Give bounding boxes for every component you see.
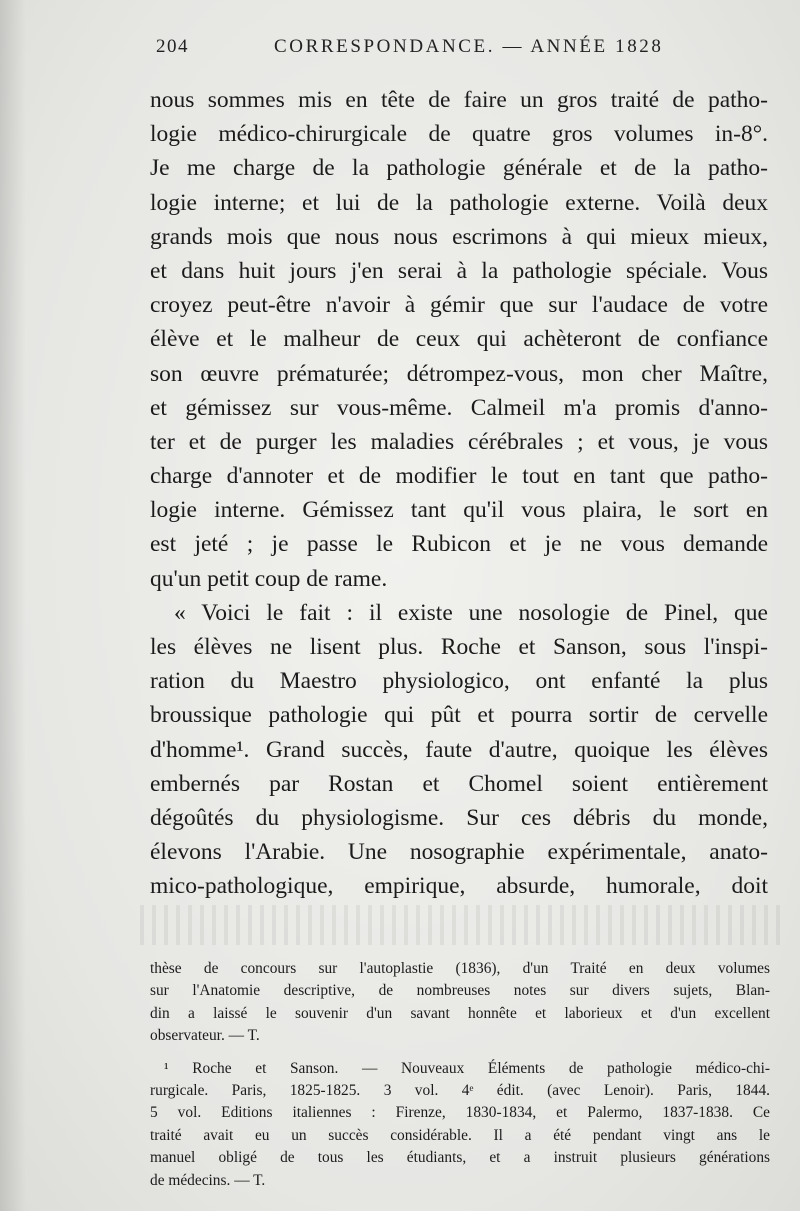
text-line: broussique pathologie qui pût et pourra sortir de cervelle [150, 702, 768, 729]
body-text [150, 83, 768, 904]
text-line: dégoûtés du physiologisme. Sur ces débris du monde, [150, 804, 768, 831]
footnote-line: traité avait eu un succès considérable. Il a été pendant vingt ans le [150, 1126, 770, 1144]
text-line: nous sommes mis en tête de faire un gros traité de patho- [150, 87, 768, 113]
text-line: « Voici le fait : il existe une nosologie de Pinel, que [174, 599, 768, 626]
text-line: logie interne; et lui de la pathologie externe. Voilà deux [150, 189, 768, 216]
text-line: Je me charge de la pathologie générale et de la patho- [150, 155, 768, 182]
footnote-line: 5 vol. Editions italiennes : Firenze, 1830-1834, et Palermo, 1837-1838. Ce [150, 1104, 770, 1122]
text-line: et dans huit jours j'en serai à la pathologie spéciale. Vous [150, 257, 768, 284]
footnote-line: ¹ Roche et Sanson. — Nouveaux Éléments de pathologie médico-chi- [164, 1059, 770, 1077]
text-line: grands mois que nous nous escrimons à qui mieux mieux, [150, 223, 768, 250]
text-line: ration du Maestro physiologico, ont enfanté la plus [150, 668, 768, 695]
text-line: charge d'annoter et de modifier le tout en tant que patho- [150, 463, 768, 490]
footnote-line: manuel obligé de tous les étudiants, et a instruit plusieurs générations [150, 1149, 770, 1167]
text-line: est jeté ; je passe le Rubicon et je ne vous demande [150, 531, 768, 558]
footnote-line: observateur. — T. [150, 1027, 260, 1045]
page-number: 204 [156, 36, 189, 57]
text-line: élève et le malheur de ceux qui achèteront de confiance [150, 326, 768, 353]
footnote-line: de médecins. — T. [150, 1171, 266, 1189]
footnote-line: rurgicale. Paris, 1825-1825. 3 vol. 4ᵉ édit. (avec Lenoir). Paris, 1844. [150, 1081, 770, 1099]
page-header [150, 36, 770, 66]
text-line: d'homme¹. Grand succès, faute d'autre, quoique les élèves [150, 736, 768, 763]
footnote-gap [150, 1048, 770, 1058]
page-gutter-shadow [0, 0, 26, 1211]
text-line: les élèves ne lisent plus. Roche et Sanson, sous l'inspi- [150, 634, 768, 660]
show-through-text [140, 905, 780, 945]
text-line: mico-pathologique, empirique, absurde, humorale, doit [150, 873, 768, 900]
text-line: ter et de purger les maladies cérébrales ; et vous, je vous [150, 428, 768, 455]
text-line: son œuvre prématurée; détrompez-vous, mon cher Maître, [150, 360, 768, 387]
footnote-line: thèse de concours sur l'autoplastie (1836), d'un Traité en deux volumes [150, 960, 770, 977]
footnote-line: din a laissé le souvenir d'un savant honnête et laborieux et d'un excellent [150, 1004, 770, 1022]
text-line: et gémissez sur vous-même. Calmeil m'a promis d'anno- [150, 394, 768, 421]
text-line: logie médico-chirurgicale de quatre gros volumes in-8°. [150, 121, 768, 148]
footnote-line: sur l'Anatomie descriptive, de nombreuses notes sur divers sujets, Blan- [150, 982, 770, 1000]
text-line: élevons l'Arabie. Une nosographie expérimentale, anato- [150, 839, 768, 866]
text-line: qu'un petit coup de rame. [150, 565, 388, 592]
footnotes [150, 958, 770, 1192]
text-line: croyez peut-être n'avoir à gémir que sur l'audace de votre [150, 292, 768, 319]
running-head: CORRESPONDANCE. — ANNÉE 1828 [274, 36, 664, 57]
text-line: embernés par Rostan et Chomel soient entièrement [150, 770, 768, 797]
text-line: logie interne. Gémissez tant qu'il vous plaira, le sort en [150, 497, 768, 524]
